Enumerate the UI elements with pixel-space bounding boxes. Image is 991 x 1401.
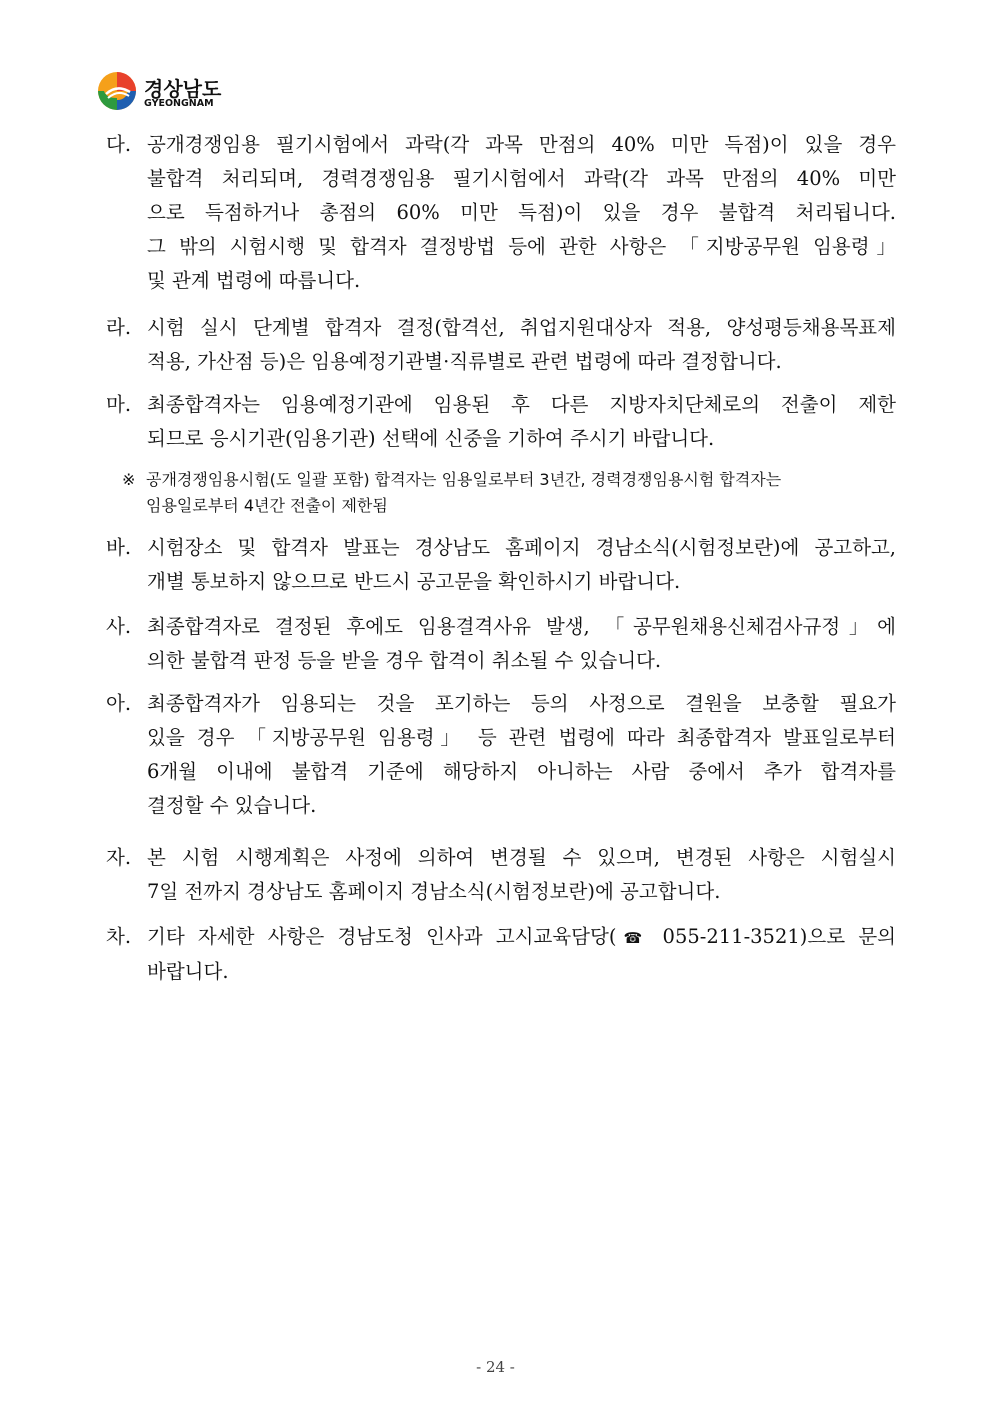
contact-text: 기타 자세한 사항은 경남도청 인사과 고시교육담당( xyxy=(147,925,617,948)
item-marker: 바. xyxy=(106,536,132,559)
item-line: 바랍니다. xyxy=(147,960,229,983)
gyeongnam-emblem-icon xyxy=(96,70,138,112)
logo-english-text: GYEONGNAM xyxy=(144,98,214,109)
item-line: 불합격 처리되며, 경력경쟁임용 필기시험에서 과락(각 과목 만점의 40% 미만 xyxy=(147,167,896,190)
item-line: 으로 득점하거나 총점의 60% 미만 득점)이 있을 경우 불합격 처리됩니다. xyxy=(147,201,896,224)
transfer-restriction-note xyxy=(122,467,896,519)
item-line: 최종합격자가 임용되는 것을 포기하는 등의 사정으로 결원을 보충할 필요가 xyxy=(147,692,896,715)
notice-item-da xyxy=(106,128,896,298)
item-line: 본 시험 시행계획은 사정에 의하여 변경될 수 있으며, 변경된 사항은 시험실시 xyxy=(147,846,896,869)
logo-korean-text: 경상남도 xyxy=(144,77,222,101)
notice-item-ma xyxy=(106,388,896,456)
item-line: 및 관계 법령에 따릅니다. xyxy=(147,269,361,292)
item-marker: 아. xyxy=(106,692,132,715)
phone-number: 055-211-3521)으로 문의 xyxy=(649,925,896,948)
notice-item-sa xyxy=(106,610,896,678)
notice-item-a xyxy=(106,687,896,823)
item-line: 그 밖의 시험시행 및 합격자 결정방법 등에 관한 사항은 「지방공무원 임용령」 xyxy=(147,235,896,258)
item-line: 6개월 이내에 불합격 기준에 해당하지 아니하는 사람 중에서 추가 합격자를 xyxy=(147,760,896,783)
item-line: 공개경쟁임용 필기시험에서 과락(각 과목 만점의 40% 미만 득점)이 있을 경우 xyxy=(147,133,896,156)
notice-item-ra xyxy=(106,311,896,379)
page-number: - 24 - xyxy=(476,1358,515,1376)
item-line: 최종합격자로 결정된 후에도 임용결격사유 발생, 「공무원채용신체검사규정」에 xyxy=(147,615,896,638)
note-line: 공개경쟁임용시험(도 일괄 포함) 합격자는 임용일로부터 3년간, 경력경쟁임용시험 합격자는 xyxy=(146,470,782,489)
notice-item-cha xyxy=(106,920,896,989)
item-line: 되므로 응시기관(임용기관) 선택에 신중을 기하여 주시기 바랍니다. xyxy=(147,427,715,450)
item-line: 개별 통보하지 않으므로 반드시 공고문을 확인하시기 바랍니다. xyxy=(147,570,681,593)
item-marker: 사. xyxy=(106,615,132,638)
item-marker: 차. xyxy=(106,925,132,948)
item-line: 7일 전까지 경상남도 홈페이지 경남소식(시험정보란)에 공고합니다. xyxy=(147,880,721,903)
notice-item-ba xyxy=(106,531,896,599)
gyeongnam-logo xyxy=(96,70,226,120)
item-marker: 마. xyxy=(106,393,132,416)
item-line: 의한 불합격 판정 등을 받을 경우 합격이 취소될 수 있습니다. xyxy=(147,649,662,672)
item-line: 있을 경우 「지방공무원 임용령」 등 관련 법령에 따라 최종합격자 발표일로부터 xyxy=(147,726,896,749)
notice-item-ja xyxy=(106,841,896,909)
telephone-icon: ☎ xyxy=(616,929,650,947)
note-marker: ※ xyxy=(122,470,136,489)
item-line: 시험장소 및 합격자 발표는 경상남도 홈페이지 경남소식(시험정보란)에 공고하고, xyxy=(147,536,896,559)
item-marker: 자. xyxy=(106,846,132,869)
item-marker: 다. xyxy=(106,133,132,156)
item-marker: 라. xyxy=(106,316,132,339)
item-line: 시험 실시 단계별 합격자 결정(합격선, 취업지원대상자 적용, 양성평등채용목표제 xyxy=(147,316,896,339)
item-line-contact xyxy=(147,920,896,955)
item-line: 결정할 수 있습니다. xyxy=(147,794,317,817)
note-line: 임용일로부터 4년간 전출이 제한됨 xyxy=(146,496,388,515)
item-line: 적용, 가산점 등)은 임용예정기관별·직류별로 관련 법령에 따라 결정합니다. xyxy=(147,350,782,373)
item-line: 최종합격자는 임용예정기관에 임용된 후 다른 지방자치단체로의 전출이 제한 xyxy=(147,393,896,416)
